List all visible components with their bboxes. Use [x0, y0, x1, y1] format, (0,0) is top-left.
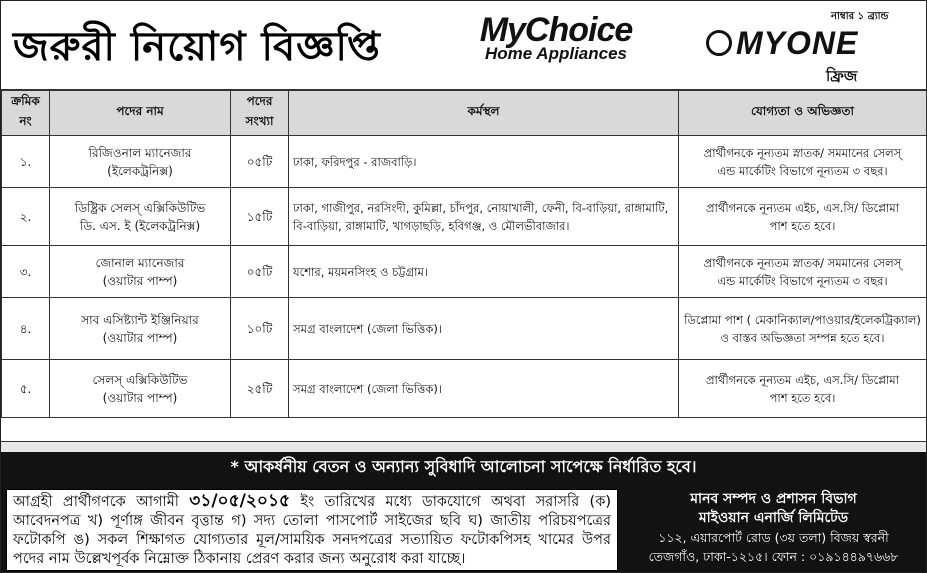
table-row	[2, 360, 927, 418]
row-location: ঢাকা, গাজীপুর, নরসিংদী, কুমিল্লা, চাঁদপুর, নোয়াখালী, ফেনী, বি-বাড়িয়া, রাঙ্গামাটি, বি-বাড়িয়া, রাঙ্গামাটি, খাগড়াছড়ি, হবিগঞ্জ, ও মৌলভীবাজার।	[289, 188, 679, 246]
instructions-part: আগ্রহী প্রার্থীগণকে আগামী	[13, 494, 190, 510]
myone-subtitle: ফ্রিজ	[826, 67, 858, 85]
qual-line: এন্ড মার্কেটিং বিভাগে নূন্যতম ৩ বছর।	[717, 273, 888, 288]
row-serial: ৪.	[2, 298, 50, 360]
row-qualification	[679, 246, 927, 298]
instructions-text	[7, 490, 617, 571]
header-post: পদের নাম	[50, 91, 231, 136]
row-qualification	[679, 188, 927, 246]
row-location: সমগ্র বাংলাদেশ (জেলা ভিত্তিক)।	[289, 298, 679, 360]
table-row	[2, 246, 927, 298]
address-city-phone: তেজগাঁও, ঢাকা-১২১৫। ফোন : ০১৯১৪৪৯৭৬৬৮	[648, 549, 899, 564]
row-count: ০৫টি	[231, 136, 289, 188]
post-line: (ওয়াটার পাম্প)	[102, 273, 178, 288]
row-location: সমগ্র বাংলাদেশ (জেলা ভিত্তিক)।	[289, 360, 679, 418]
header-qualification: যোগ্যতা ও অভিজ্ঞতা	[679, 91, 927, 136]
table-spacer	[1, 441, 926, 452]
table-row	[2, 188, 927, 246]
myone-logo-word: MYONE	[736, 25, 859, 61]
post-line: ডিষ্ট্রিক সেলস্ এক্সিকিউটিভ	[74, 200, 206, 215]
row-serial: ৫.	[2, 360, 50, 418]
instructions-part: ইং তারিখের মধ্যে ডাকযোগে অথবা সরাসরি (ক) আবেদনপত্র খ) পূর্ণাঙ্গ জীবন বৃত্তান্ত গ) সদ্য তোলা পাসপোর্ট সাইজের ছবি ঘ) জাতীয় পরিচয়পত্রের ফটোকপি ঙ) সকল শিক্ষাগত যোগ্যতার মূল/সাময়িক সনদপত্রের সত্যায়িত ফটোকপিসহ খামের উপর পদের নাম উল্লেখপূর্বক নিম্নোক্ত ঠিকানায় প্রেরণ করার জন্য অনুরোধ করা যাচ্ছে।	[13, 494, 611, 567]
header-count: পদের সংখ্যা	[231, 91, 289, 136]
mychoice-tagline: Home Appliances	[484, 44, 628, 63]
qual-line: ডিপ্লোমা পাশ ( মেকানিক্যাল/পাওয়ার/ইলেকট্রিক্যাল)	[684, 312, 921, 327]
row-location: যশোর, ময়মনসিংহ ও চট্টগ্রাম।	[289, 246, 679, 298]
qual-line: প্রার্থীগনকে নূন্যতম এইচ, এস.সি/ ডিপ্লোমা	[705, 372, 900, 387]
qual-line: পাশ হতে হবে।	[769, 218, 836, 233]
header-serial: ক্রমিক নং	[2, 91, 50, 136]
post-line: (ওয়াটার পাম্প)	[102, 390, 178, 405]
post-line: সাব এসিষ্ট্যান্ট ইঞ্জিনিয়ার	[81, 312, 199, 327]
post-line: ডি. এস. ই (ইলেকট্রনিক্স)	[79, 218, 201, 233]
row-location: ঢাকা, ফরিদপুর - রাজবাড়ি।	[289, 136, 679, 188]
post-line: রিজিওনাল ম্যানেজার	[88, 145, 192, 160]
row-post	[50, 246, 231, 298]
row-count: ১০টি	[231, 298, 289, 360]
header	[1, 1, 926, 90]
post-line: (ওয়াটার পাম্প)	[102, 330, 178, 345]
row-post	[50, 298, 231, 360]
footer	[1, 482, 926, 572]
row-post	[50, 188, 231, 246]
jobs-table	[1, 90, 927, 418]
page-title: জরুরী নিয়োগ বিজ্ঞপ্তি	[13, 24, 381, 70]
address-block	[626, 490, 921, 566]
table-row	[2, 298, 927, 360]
address-street: ১১২, এয়ারপোর্ট রোড (৩য় তলা) বিজয় স্বরনী	[658, 530, 889, 545]
qual-line: পাশ হতে হবে।	[769, 390, 836, 405]
myone-circle-icon	[706, 30, 732, 56]
row-count: ০৫টি	[231, 246, 289, 298]
address-department: মানব সম্পদ ও প্রশাসন বিভাগ	[690, 491, 857, 507]
row-serial: ৩.	[2, 246, 50, 298]
row-qualification	[679, 298, 927, 360]
post-line: (ইলেকট্রনিক্স)	[107, 163, 173, 178]
address-company: মাইওয়ান এনার্জি লিমিটেড	[698, 510, 849, 526]
table-header-row	[2, 91, 927, 136]
qual-line: এন্ড মার্কেটিং বিভাগে নূন্যতম ৩ বছর।	[717, 163, 888, 178]
mychoice-logo-text: MyChoice	[479, 11, 633, 49]
row-qualification	[679, 136, 927, 188]
row-count: ২৫টি	[231, 360, 289, 418]
row-qualification	[679, 360, 927, 418]
post-line: সেলস্ এক্সিকিউটিভ	[92, 372, 188, 387]
mychoice-logo	[446, 11, 666, 64]
myone-superscript: নাম্বার ১ ব্র্যান্ড	[831, 11, 889, 22]
row-post	[50, 136, 231, 188]
row-serial: ২.	[2, 188, 50, 246]
row-serial: ১.	[2, 136, 50, 188]
qual-line: ও বাস্তব অভিজ্ঞতা সম্পন্ন হতে হবে।	[720, 330, 885, 345]
table-row	[2, 136, 927, 188]
application-instructions	[6, 489, 618, 571]
post-line: জোনাল ম্যানেজার	[95, 255, 185, 270]
qual-line: প্রার্থীগনকে নূন্যতম স্নাতক/ সমমানের সেলস্	[703, 255, 902, 270]
deadline-date: ৩১/০৫/২০১৫	[189, 491, 291, 511]
row-count: ১৫টি	[231, 188, 289, 246]
header-location: কর্মস্থল	[289, 91, 679, 136]
myone-logo-text	[706, 25, 858, 62]
row-post	[50, 360, 231, 418]
qual-line: প্রার্থীগনকে নূন্যতম এইচ, এস.সি/ ডিপ্লোমা	[705, 200, 900, 215]
qual-line: প্রার্থীগনকে নূন্যতম স্নাতক/ সমমানের সেলস্	[703, 145, 902, 160]
salary-note: * আকর্ষনীয় বেতন ও অন্যান্য সুবিধাদি আলোচনা সাপেক্ষে নির্ধারিত হবে।	[1, 452, 926, 482]
